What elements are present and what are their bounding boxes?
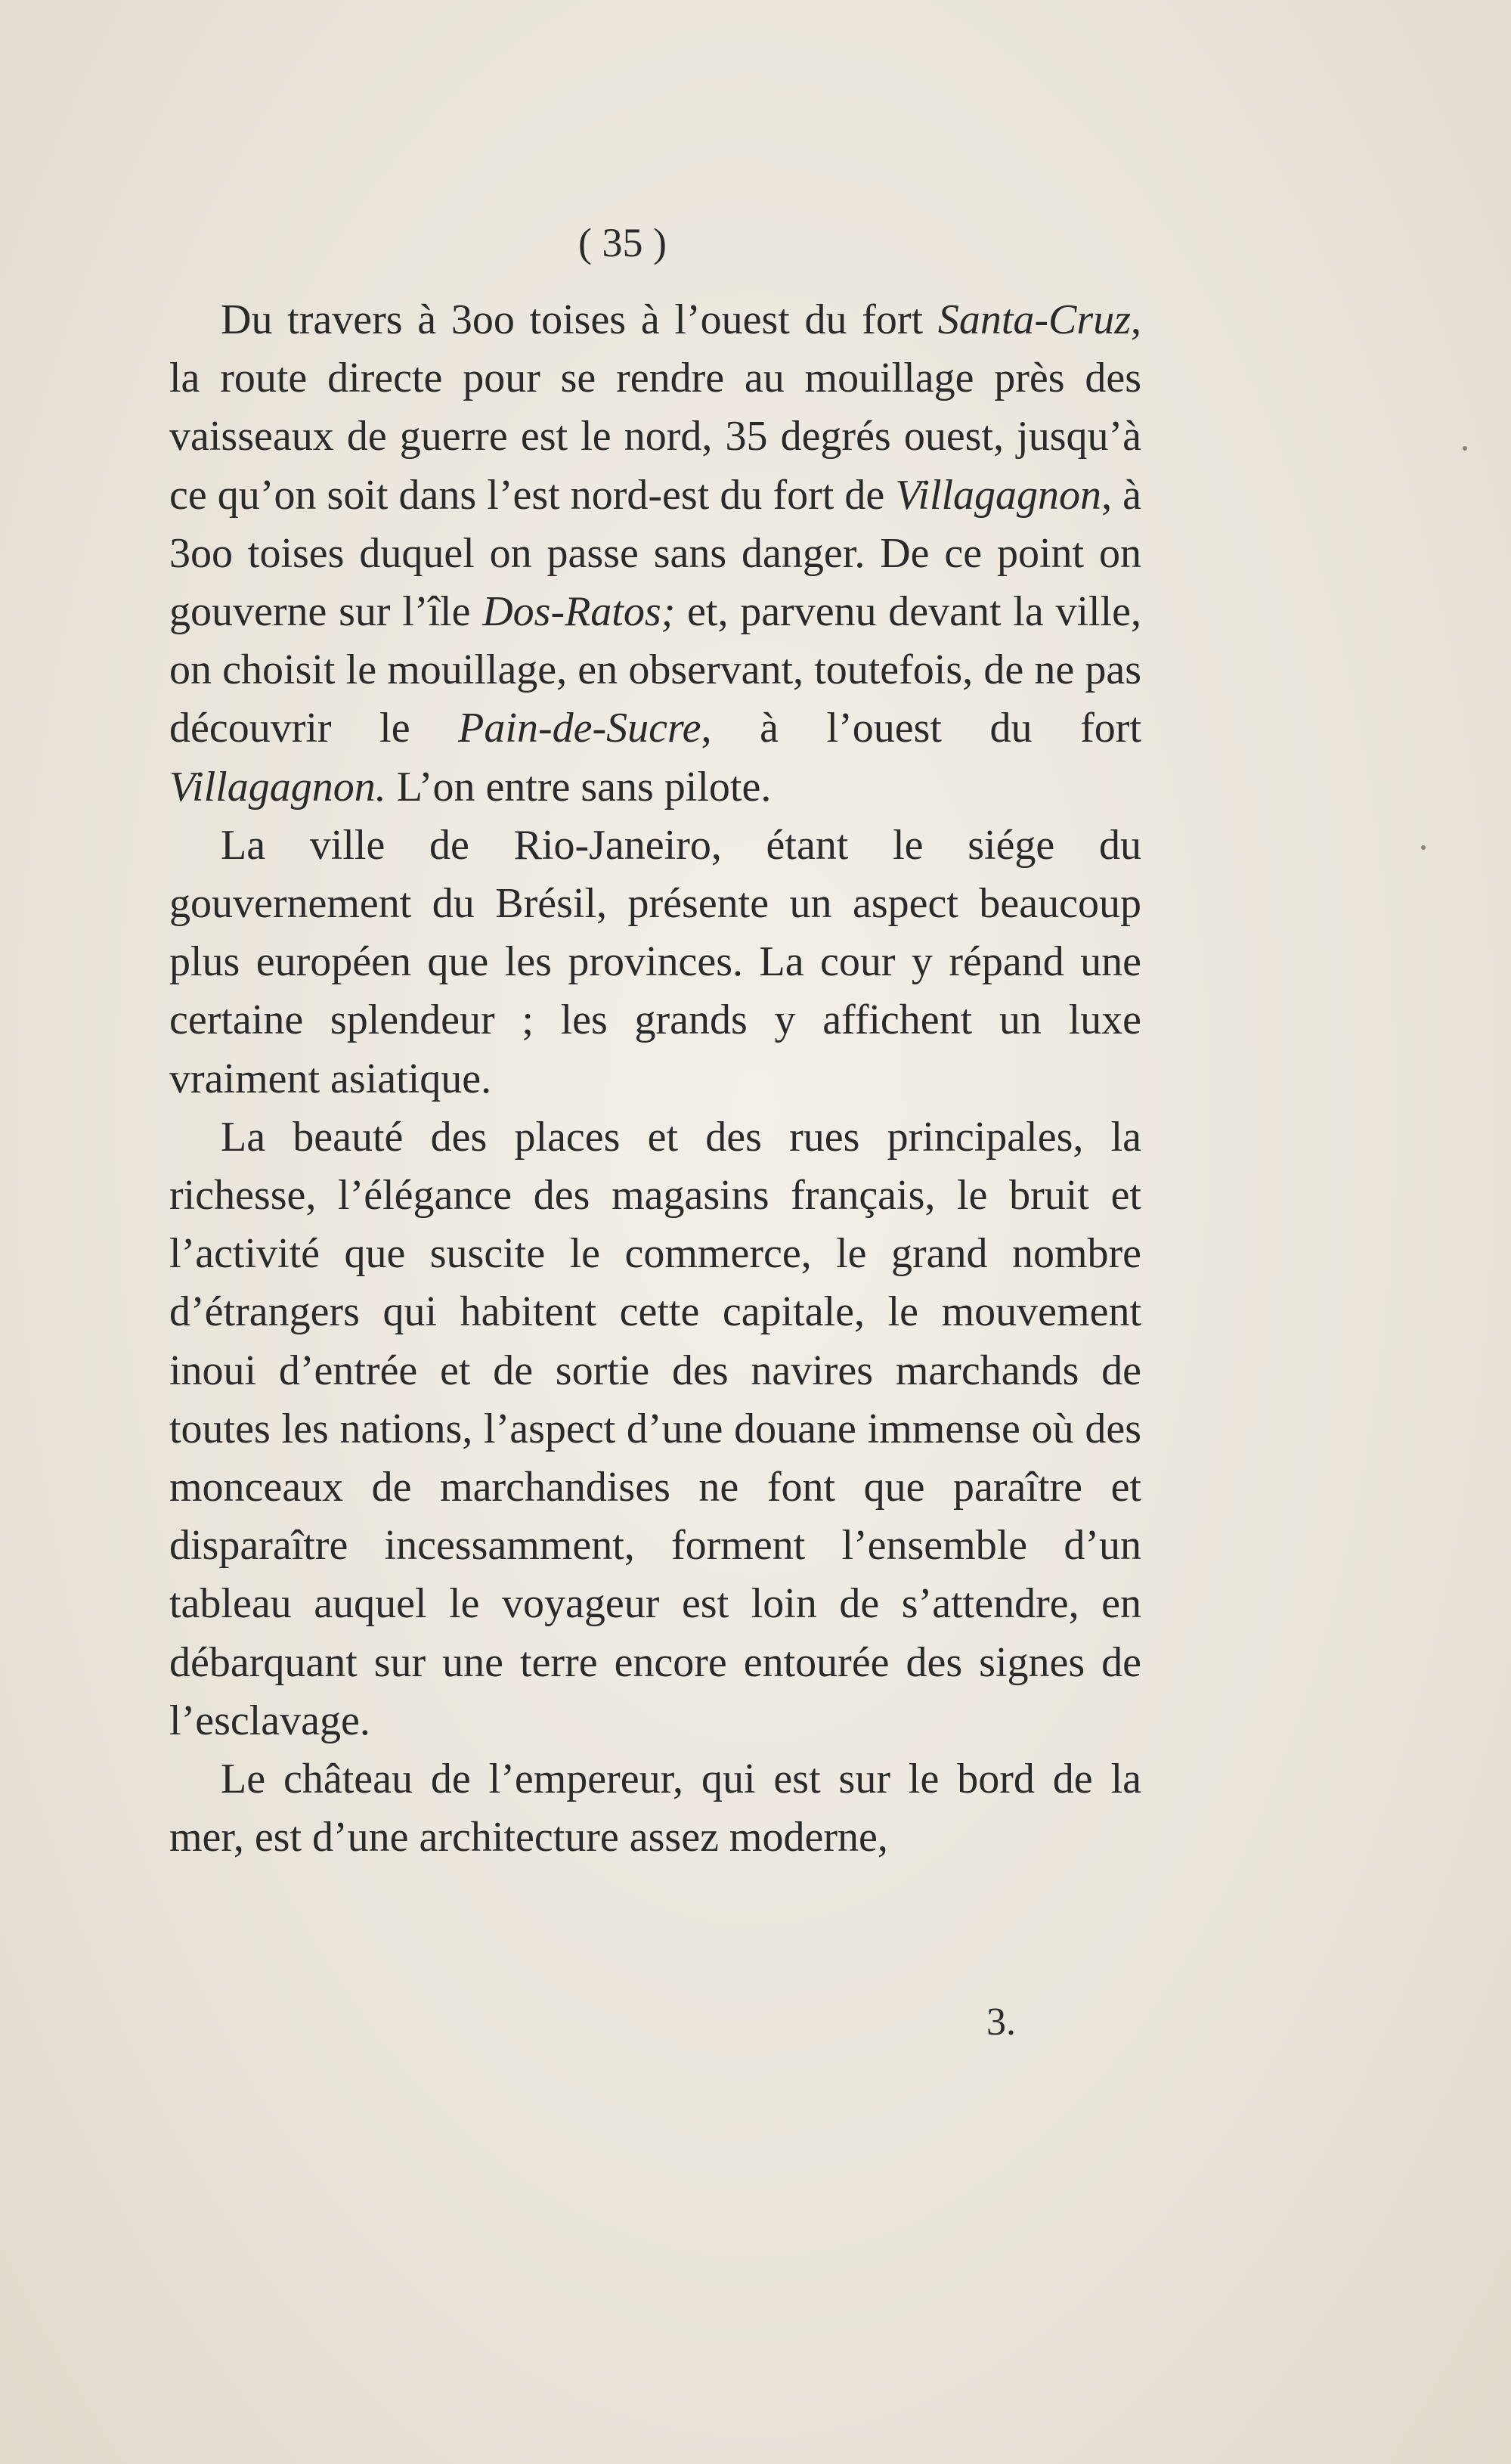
page-number: ( 35 ) [578,220,667,265]
text-run: Le château de l’empereur, qui est sur le bord de la mer, est d’une architecture assez moderne, [169,1756,1141,1861]
place-name: Villagagnon [895,471,1102,519]
text-run: La beauté des places et des rues principales, la richesse, l’élégance des magasins français, le bruit et l’activité que suscite le commerce, le grand nombre d’étrangers qui habitent cette capitale, le mouvement inoui d’entrée et de sortie des navires marchands de toutes les nations, l’aspect d’une douane immense où des monceaux de marchandises ne font que paraître et disparaître incessamment, forment l’ensemble d’un tableau auquel le voyageur est loin de s’attendre, en débarquant sur une terre encore entourée des signes de l’esclavage. [169,1113,1141,1744]
place-name: Pain-de-Sucre [458,705,701,752]
text-run: , à 3oo toises duquel on passe sans danger. De ce point on gouverne sur l’île [169,471,1142,636]
text-run: , la route directe pour se rendre au mouillage près des vaisseaux de guerre est le nord, 35 degrés ouest, jusqu’à ce qu’on soit dans l’est nord-est du fort de [169,296,1141,519]
place-name: Villagagnon. [169,763,386,810]
paragraph-3 [169,1108,1141,1750]
paper-speck [1463,446,1467,451]
place-name: Dos-Ratos; [482,588,676,636]
signature-mark: 3. [986,2001,1016,2044]
paragraph-4 [169,1750,1141,1867]
text-run: L’on entre sans pilote. [385,763,772,810]
paper-speck [1421,845,1426,850]
text-run: , à l’ouest du fort [701,705,1142,752]
text-run: et, parvenu devant la ville, on choisit le mouillage, en observant, toutefois, de ne pas découvrir le [169,588,1141,752]
text-run: Du travers à 3oo toises à l’ouest du fort [221,296,938,343]
paragraph-2 [169,817,1141,1108]
text-run: La ville de Rio-Janeiro, étant le siége du gouvernement du Brésil, présente un aspect beaucoup plus européen que les provinces. La cour y répand une certaine splendeur ; les grands y affichent un luxe vraiment asiatique. [169,821,1141,1102]
paragraph-1 [169,291,1141,817]
body-text [169,291,1141,1867]
place-name: Santa-Cruz [937,296,1131,343]
